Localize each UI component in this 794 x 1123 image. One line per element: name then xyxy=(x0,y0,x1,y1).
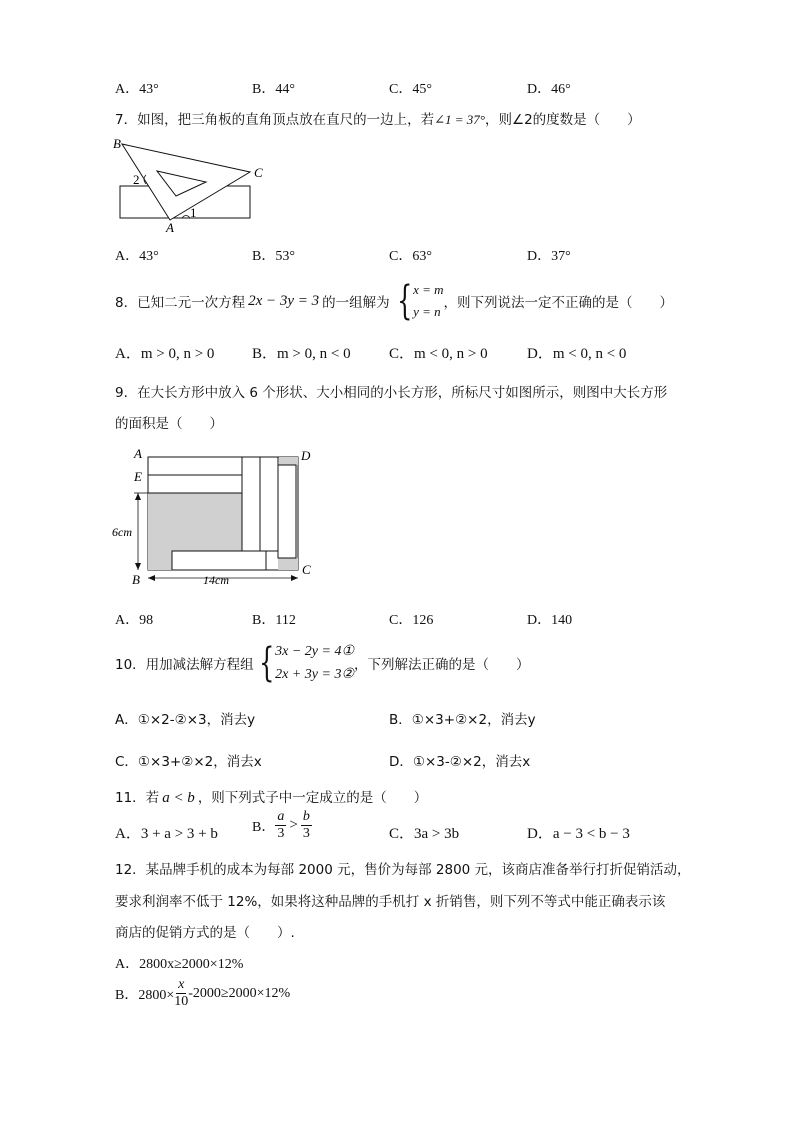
q7-option-c: C．63° xyxy=(389,249,432,264)
q10-stem: 10．用加减法解方程组 { 3x − 2y = 4① 2x + 3y = 3② ，下列解法正确的是（ ） xyxy=(115,640,530,686)
q12-option-b: B．2800× $\frac{x}{10}$ -2000≥2000×12% xyxy=(115,977,291,1009)
q8-stem: 8．已知二元一次方程 2x − 3y = 3 的一组解为 { x = m y = n ，则下列说法一定不正确的是（ ） xyxy=(115,278,674,324)
q8-option-d: D．m < 0, n < 0 xyxy=(527,346,627,362)
q10-option-b: B．①×3+②×2，消去y xyxy=(389,712,536,728)
q9-stem-line2: 的面积是（ ） xyxy=(115,416,223,432)
small-rect-5 xyxy=(278,465,296,558)
label-b: B xyxy=(132,572,140,587)
q9-figure xyxy=(110,445,325,590)
label-14cm: 14cm xyxy=(203,573,229,587)
q7-figure xyxy=(112,134,272,234)
label-6cm: 6cm xyxy=(112,525,132,539)
q9-option-a: A．98 xyxy=(115,613,154,628)
q6-option-b: B．44° xyxy=(252,82,295,97)
q8-option-a: A．m > 0, n > 0 xyxy=(115,346,215,362)
q10-option-c: C．①×3+②×2，消去x xyxy=(115,754,262,770)
q8-option-b: B．m > 0, n < 0 xyxy=(252,346,351,362)
small-rect-3 xyxy=(242,457,260,551)
q11-option-b: B． $\frac{a}{3}$ > $\frac{b}{3}$ xyxy=(252,809,310,841)
q9-option-b: B．112 xyxy=(252,613,296,628)
label-e: E xyxy=(134,469,142,484)
q12-line1: 12．某品牌手机的成本为每部 2000 元，售价为每部 2800 元，该商店准备举行打折促销活动， xyxy=(115,862,691,878)
q11-option-d: D．a − 3 < b − 3 xyxy=(527,826,630,842)
q11-option-c: C．3a > 3b xyxy=(389,826,460,842)
label-a: A xyxy=(166,220,174,234)
q12-option-a: A．2800x≥2000×12% xyxy=(115,957,244,972)
label-a: A xyxy=(134,446,142,461)
q9-option-c: C．126 xyxy=(389,613,434,628)
label-c: C xyxy=(254,165,263,180)
q6-option-a: A．43° xyxy=(115,82,159,97)
q10-option-a: A．①×2-②×3，消去y xyxy=(115,712,256,728)
q7-option-a: A．43° xyxy=(115,249,159,264)
shaded-bottom-right xyxy=(278,558,298,570)
q9-option-d: D．140 xyxy=(527,613,573,628)
q6-option-c: C．45° xyxy=(389,82,432,97)
q12-line3: 商店的促销方式的是（ ）. xyxy=(115,925,295,941)
q10-option-d: D．①×3-②×2，消去x xyxy=(389,754,531,770)
small-rect-1 xyxy=(148,457,242,475)
label-c: C xyxy=(302,562,311,577)
q6-option-d: D．46° xyxy=(527,82,571,97)
small-rect-4 xyxy=(260,457,278,551)
q7-option-b: B．53° xyxy=(252,249,295,264)
label-b: B xyxy=(113,136,121,151)
q11-stem: 11．若 a < b ，则下列式子中一定成立的是（ ） xyxy=(115,790,428,806)
label-1: 1 xyxy=(190,205,197,220)
q12-line2: 要求利润率不低于 12%，如果将这种品牌的手机打 x 折销售，则下列不等式中能正确表示该 xyxy=(115,894,666,910)
label-d: D xyxy=(301,448,311,463)
q11-option-a: A．3 + a > 3 + b xyxy=(115,826,218,842)
q7-option-d: D．37° xyxy=(527,249,571,264)
shaded-top-right xyxy=(279,457,298,465)
small-rect-6 xyxy=(172,551,266,570)
label-2: 2 xyxy=(133,172,140,187)
q8-option-c: C．m < 0, n > 0 xyxy=(389,346,488,362)
q9-stem-line1: 9．在大长方形中放入 6 个形状、大小相同的小长方形，所标尺寸如图所示，则图中大长方形 xyxy=(115,385,668,401)
small-rect-2 xyxy=(148,475,242,493)
q7-stem: 7．如图，把三角板的直角顶点放在直尺的一边上，若∠1 = 37°，则∠2的度数是（ ） xyxy=(115,112,641,128)
